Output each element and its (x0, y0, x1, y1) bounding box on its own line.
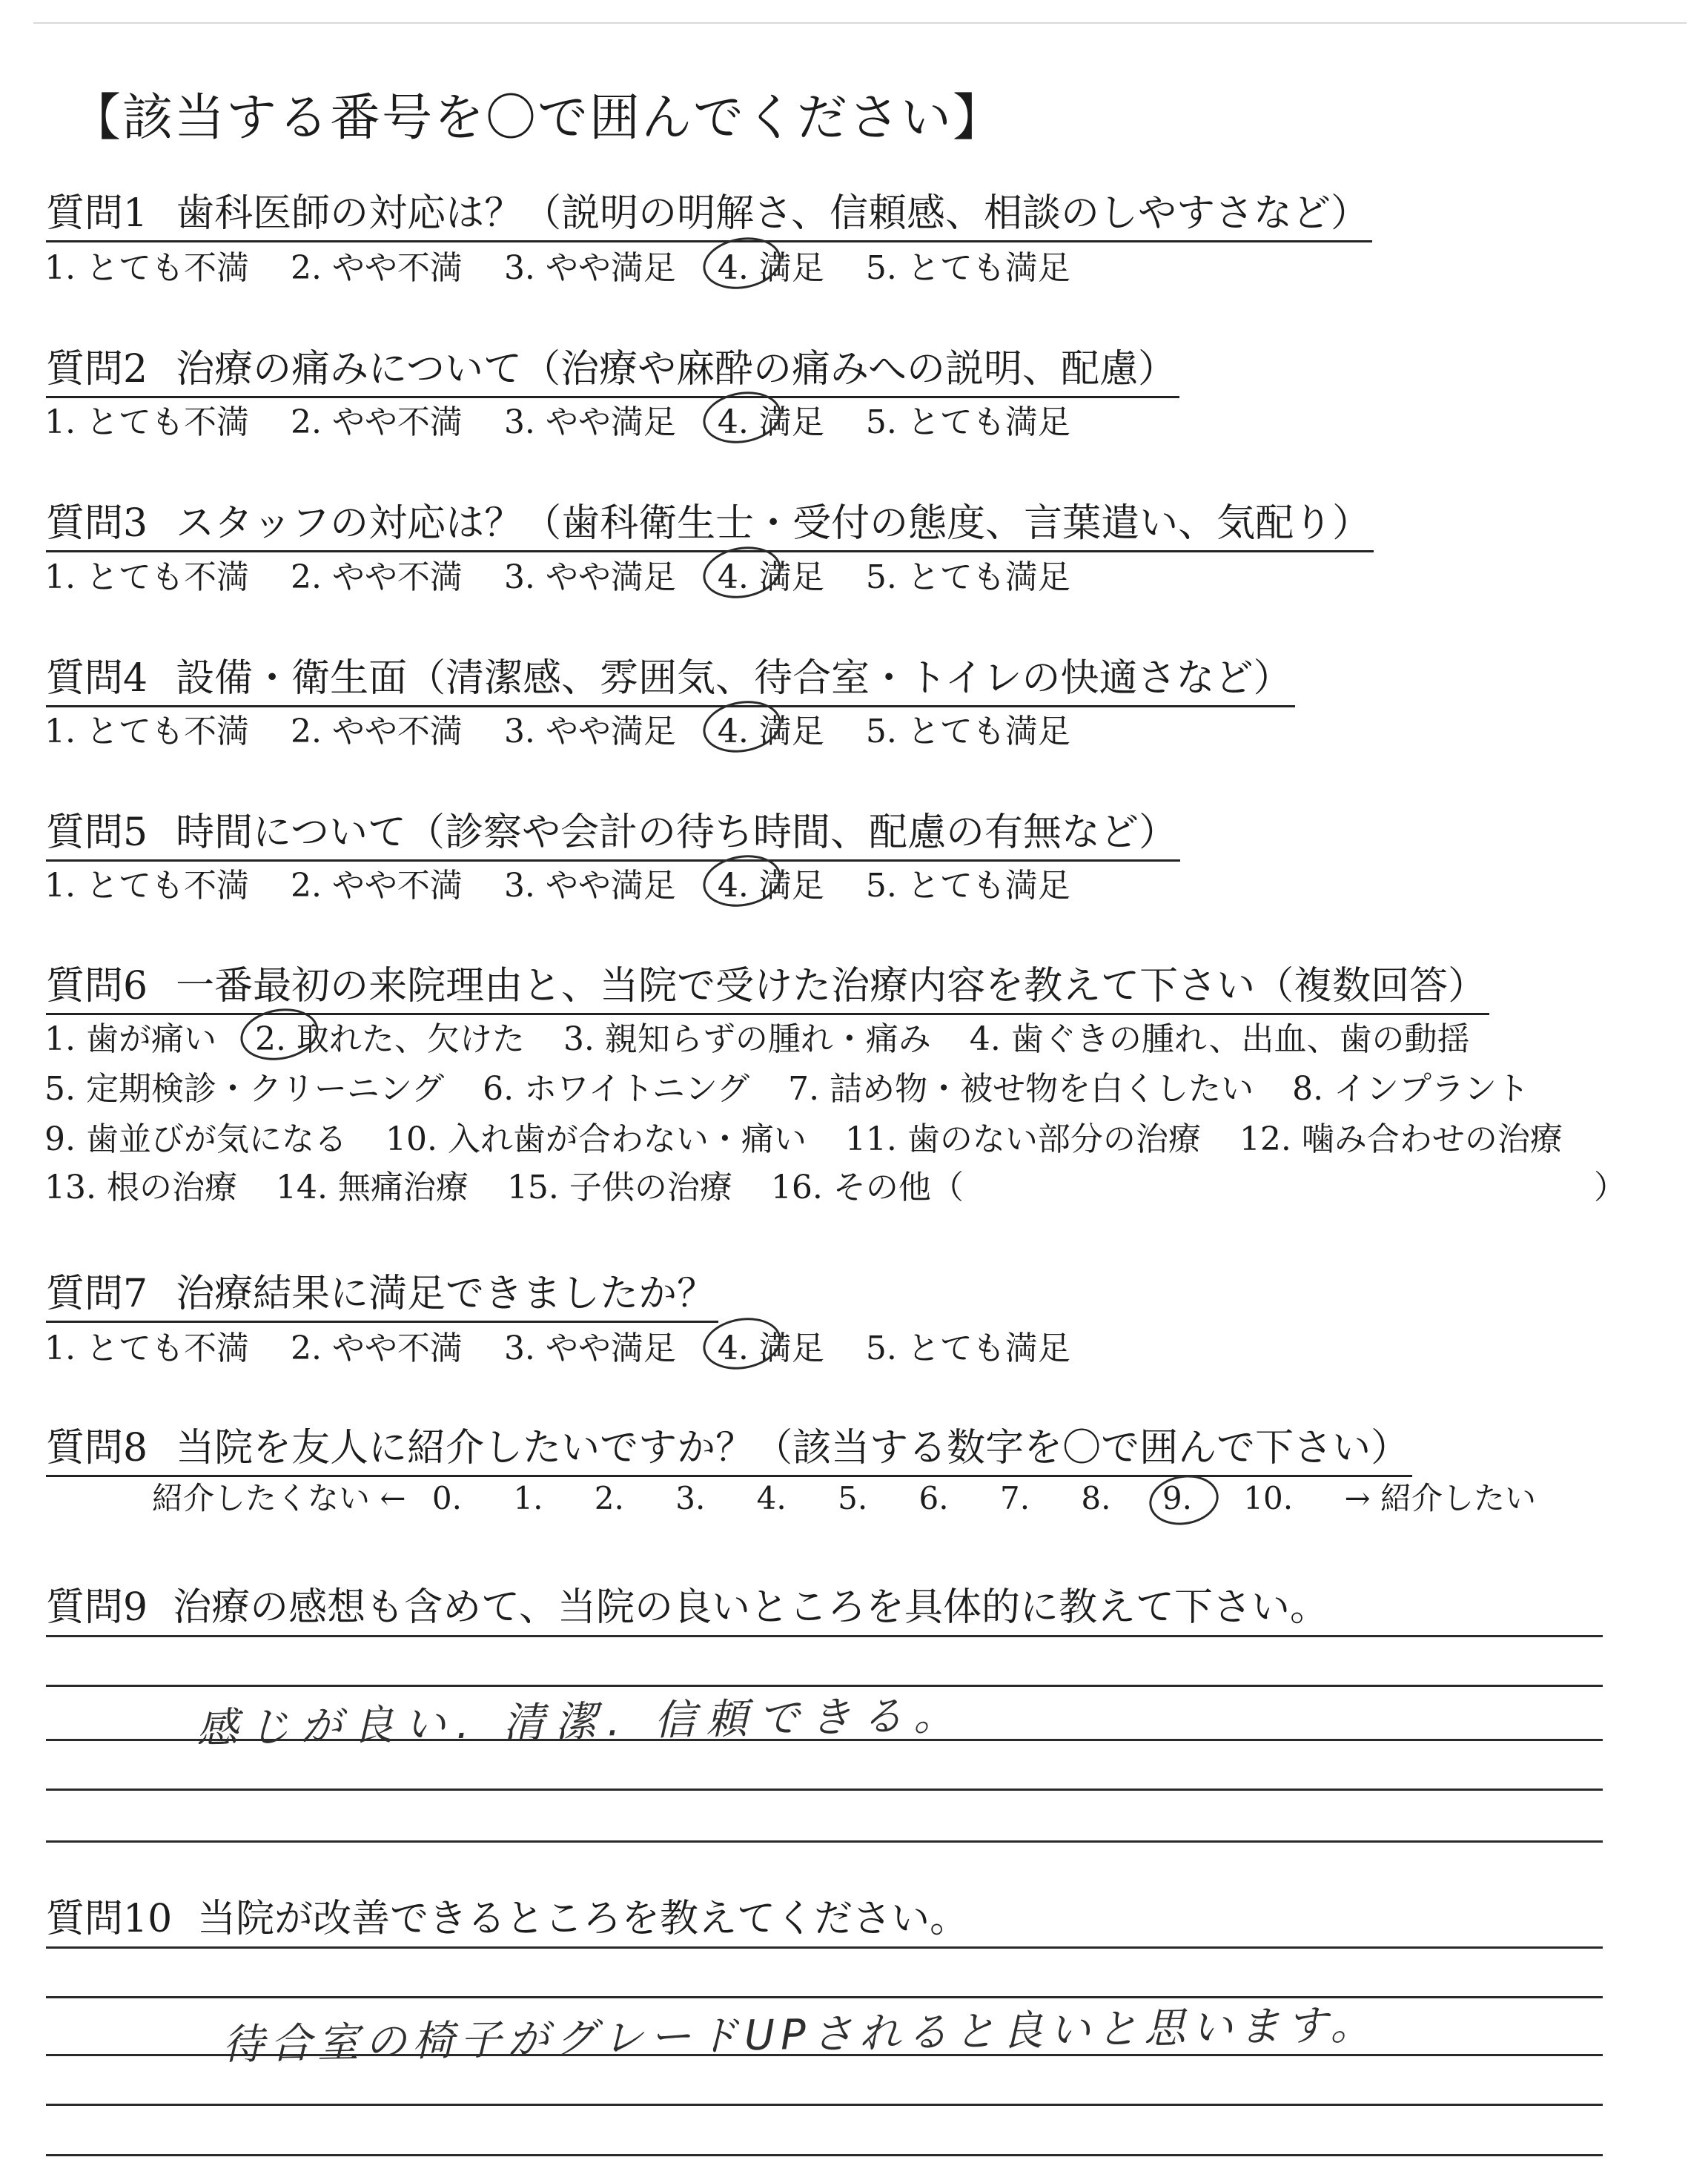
q6-option-16[interactable]: 16. その他（ (770, 1169, 964, 1206)
question-10-text: 当院が改善できるところを教えてください。 (197, 1897, 969, 1941)
answer-line (46, 1840, 1603, 1843)
q4-option-5[interactable]: 5. とても満足 (865, 713, 1070, 750)
q7-option-1[interactable]: 1. とても不満 (44, 1330, 249, 1367)
question-8-label: 質問8 (46, 1426, 148, 1470)
question-4-text: 設備・衛生面（清潔感、雰囲気、待合室・トイレの快適さなど） (176, 656, 1292, 701)
q4-option-1[interactable]: 1. とても不満 (44, 713, 249, 750)
q3-option-2[interactable]: 2. やや不満 (290, 558, 463, 596)
scale-right-label: → 紹介したい (1344, 1480, 1536, 1516)
question-1-text: 歯科医師の対応は？（説明の明解さ、信頼感、相談のしやすさなど） (176, 191, 1370, 236)
q5-option-5[interactable]: 5. とても満足 (865, 867, 1070, 905)
question-3-label: 質問3 (46, 501, 148, 546)
question-3-heading (46, 492, 1374, 552)
answer-line (46, 1789, 1603, 1791)
q6-option-9[interactable]: 9. 歯並びが気になる (44, 1120, 347, 1158)
q6-option-2-circled[interactable]: 2. 取れた、欠けた (255, 1012, 525, 1060)
page-title: 【該当する番号を〇で囲んでください】 (70, 89, 1005, 148)
q2-option-3[interactable]: 3. やや満足 (503, 403, 676, 441)
question-9-text: 治療の感想も含めて、当院の良いところを具体的に教えて下さい。 (173, 1585, 1329, 1630)
q1-option-2[interactable]: 2. やや不満 (290, 249, 463, 287)
q9-handwritten-answer[interactable]: 感じが良い. 清潔. 信頼できる。 (196, 1691, 966, 1754)
q3-option-5[interactable]: 5. とても満足 (865, 558, 1070, 596)
q6-option-3[interactable]: 3. 親知らずの腫れ・痛み (563, 1020, 931, 1058)
question-5-label: 質問5 (46, 810, 148, 855)
question-7-heading (46, 1262, 718, 1323)
q3-option-3[interactable]: 3. やや満足 (503, 558, 676, 596)
scale-value-5[interactable]: 5. (838, 1480, 868, 1516)
question-6-heading (46, 954, 1489, 1015)
question-7-label: 質問7 (46, 1272, 148, 1316)
question-5-options (44, 859, 1102, 906)
question-4-label: 質問4 (46, 656, 148, 701)
q6-option-4[interactable]: 4. 歯ぐきの腫れ、出血、歯の動揺 (969, 1020, 1470, 1058)
scale-value-6[interactable]: 6. (918, 1480, 949, 1516)
q5-option-2[interactable]: 2. やや不満 (290, 867, 463, 905)
q4-option-4-circled[interactable]: 4. 満足 (718, 704, 824, 752)
q4-option-2[interactable]: 2. やや不満 (290, 713, 463, 750)
question-7-options (44, 1321, 1102, 1369)
question-6-label: 質問6 (46, 964, 148, 1008)
scale-value-10[interactable]: 10. (1243, 1480, 1294, 1516)
scale-left-label: 紹介したくない ← (152, 1480, 406, 1516)
q6-options-row-1 (44, 1012, 1498, 1060)
question-9-label: 質問9 (46, 1585, 148, 1630)
question-9-heading (46, 1576, 1328, 1631)
scale-value-2[interactable]: 2. (594, 1480, 624, 1516)
q1-option-5[interactable]: 5. とても満足 (865, 249, 1070, 287)
question-3-text: スタッフの対応は？（歯科衛生士・受付の態度、言葉遣い、気配り） (176, 501, 1371, 546)
q6-option-12[interactable]: 12. 噛み合わせの治療 (1239, 1120, 1563, 1158)
scale-value-1[interactable]: 1. (513, 1480, 543, 1516)
q5-option-4-circled[interactable]: 4. 満足 (718, 859, 824, 906)
q6-option-11[interactable]: 11. 歯のない部分の治療 (844, 1120, 1201, 1158)
question-2-label: 質問2 (46, 347, 148, 392)
answer-line (46, 1946, 1603, 1949)
q7-option-2[interactable]: 2. やや不満 (290, 1330, 463, 1367)
scale-value-4[interactable]: 4. (756, 1480, 787, 1516)
q6-option-13[interactable]: 13. 根の治療 (44, 1169, 237, 1206)
q3-option-4-circled[interactable]: 4. 満足 (718, 550, 824, 598)
question-8-text: 当院を友人に紹介したいですか？（該当する数字を〇で囲んで下さい） (176, 1426, 1410, 1470)
q4-option-3[interactable]: 3. やや満足 (503, 713, 676, 750)
scale-value-7[interactable]: 7. (999, 1480, 1030, 1516)
question-1-options (44, 241, 1102, 288)
q6-option-15[interactable]: 15. 子供の治療 (506, 1169, 732, 1206)
q6-option-6[interactable]: 6. ホワイトニング (483, 1070, 750, 1108)
q2-option-2[interactable]: 2. やや不満 (290, 403, 463, 441)
question-10-heading (46, 1887, 968, 1943)
answer-line (46, 2104, 1603, 2106)
question-1-label: 質問1 (46, 191, 148, 236)
question-2-options (44, 395, 1102, 443)
answer-line (46, 2154, 1603, 2156)
question-8-heading (46, 1416, 1412, 1477)
scale-value-3[interactable]: 3. (675, 1480, 706, 1516)
question-2-text: 治療の痛みについて（治療や麻酔の痛みへの説明、配慮） (176, 347, 1177, 392)
question-1-heading (46, 182, 1372, 242)
question-5-text: 時間について（診察や会計の待ち時間、配慮の有無など） (176, 810, 1178, 855)
q2-option-5[interactable]: 5. とても満足 (865, 403, 1070, 441)
q6-option-10[interactable]: 10. 入れ歯が合わない・痛い (385, 1120, 807, 1158)
answer-line (46, 1635, 1603, 1637)
question-6-text: 一番最初の来院理由と、当院で受けた治療内容を教えて下さい（複数回答） (176, 964, 1487, 1008)
q6-other-close-paren: ） (1594, 1169, 1626, 1206)
q3-option-1[interactable]: 1. とても不満 (44, 558, 249, 596)
q6-option-1[interactable]: 1. 歯が痛い (44, 1020, 216, 1058)
scale-value-9-circled[interactable]: 9. (1162, 1480, 1192, 1516)
question-10-label: 質問10 (46, 1897, 173, 1941)
q1-option-4-circled[interactable]: 4. 満足 (718, 241, 824, 288)
q1-option-3[interactable]: 3. やや満足 (503, 249, 676, 287)
q6-options-row-3 (44, 1112, 1591, 1160)
q6-option-14[interactable]: 14. 無痛治療 (275, 1169, 469, 1206)
q6-options-row-4 (44, 1160, 992, 1208)
scale-value-8[interactable]: 8. (1081, 1480, 1111, 1516)
q5-option-1[interactable]: 1. とても不満 (44, 867, 249, 905)
q2-option-4-circled[interactable]: 4. 満足 (718, 395, 824, 443)
question-4-options (44, 704, 1102, 752)
question-5-heading (46, 801, 1180, 862)
q6-options-row-2 (44, 1062, 1558, 1109)
q5-option-3[interactable]: 3. やや満足 (503, 867, 676, 905)
q1-option-1[interactable]: 1. とても不満 (44, 249, 249, 287)
scale-value-0[interactable]: 0. (431, 1480, 462, 1516)
q6-option-7[interactable]: 7. 詰め物・被せ物を白くしたい (788, 1070, 1254, 1108)
question-4-heading (46, 647, 1295, 707)
scan-edge-line (33, 22, 1687, 24)
recommend-scale (152, 1474, 1552, 1519)
q7-option-4-circled[interactable]: 4. 満足 (718, 1321, 824, 1369)
q6-option-5[interactable]: 5. 定期検診・クリーニング (44, 1070, 445, 1108)
question-3-options (44, 550, 1102, 598)
q2-option-1[interactable]: 1. とても不満 (44, 403, 249, 441)
q7-option-5[interactable]: 5. とても満足 (865, 1330, 1070, 1367)
question-7-text: 治療結果に満足できましたか？ (176, 1272, 716, 1316)
q6-option-8[interactable]: 8. インプラント (1292, 1070, 1530, 1108)
q10-handwritten-answer[interactable]: 待合室の椅子がグレードUPされると良いと思います。 (222, 2001, 1378, 2070)
q7-option-3[interactable]: 3. やや満足 (503, 1330, 676, 1367)
question-2-heading (46, 337, 1179, 398)
